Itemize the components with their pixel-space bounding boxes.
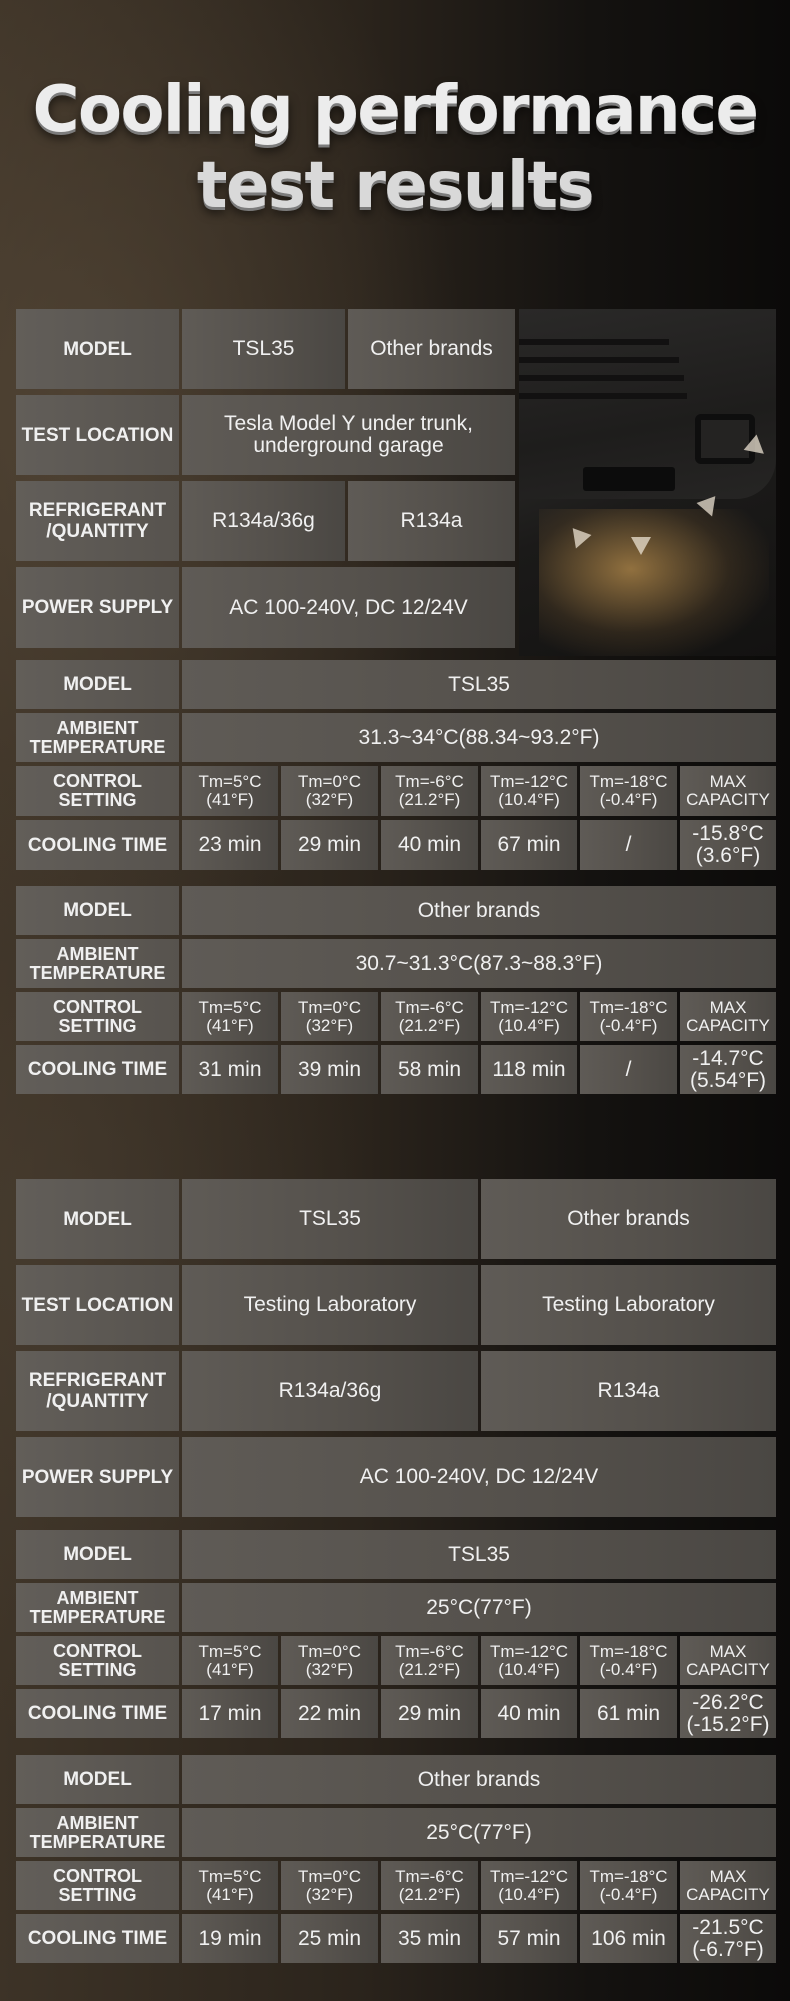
max-temp-c: -15.8°C bbox=[692, 822, 764, 845]
result-row-cooling bbox=[16, 820, 776, 870]
label-text: TEMPERATURE bbox=[29, 962, 166, 983]
setting-temp-f: (-0.4°F) bbox=[599, 1015, 658, 1035]
label-text: /QUANTITY bbox=[46, 521, 149, 542]
label-cooling-time: COOLING TIME bbox=[16, 820, 179, 870]
power-supply-value: AC 100-240V, DC 12/24V bbox=[182, 1437, 776, 1517]
cooling-time-cell: 29 min bbox=[281, 820, 378, 870]
setting-max: MAX bbox=[709, 997, 747, 1017]
setting-cell-max bbox=[680, 1636, 776, 1685]
setting-cell-max bbox=[680, 766, 776, 816]
setting-cell bbox=[281, 766, 378, 816]
spec-row-location bbox=[16, 1265, 776, 1345]
label-text: CONTROL bbox=[53, 996, 142, 1017]
setting-temp-c: Tm=5°C bbox=[198, 997, 262, 1017]
title-line-1: Cooling performance bbox=[32, 73, 758, 147]
setting-cell-max bbox=[680, 1861, 776, 1910]
test-location-other: Testing Laboratory bbox=[481, 1265, 776, 1345]
max-temp-c: -21.5°C bbox=[692, 1915, 764, 1939]
max-temp-c: -14.7°C bbox=[692, 1046, 764, 1070]
setting-temp-f: (32°F) bbox=[305, 1659, 354, 1679]
spec-row-power bbox=[16, 1437, 776, 1517]
label-text: REFRIGERANT bbox=[28, 1370, 167, 1391]
label-test-location: TEST LOCATION bbox=[16, 1265, 179, 1345]
result-row-control bbox=[16, 766, 776, 816]
setting-cell bbox=[182, 766, 278, 816]
max-temp-f: (3.6°F) bbox=[695, 844, 761, 867]
setting-temp-f: (41°F) bbox=[206, 1884, 254, 1904]
setting-cell bbox=[481, 1636, 577, 1685]
ambient-temperature-value: 25°C(77°F) bbox=[182, 1583, 776, 1632]
cooling-time-cell: 39 min bbox=[281, 1045, 378, 1094]
setting-temp-c: Tm=-18°C bbox=[589, 772, 668, 791]
label-power-supply: POWER SUPPLY bbox=[16, 567, 179, 648]
label-text: AMBIENT bbox=[56, 1587, 139, 1608]
label-text: TEMPERATURE bbox=[29, 1831, 166, 1852]
setting-temp-c: Tm=-6°C bbox=[395, 772, 464, 791]
setting-capacity: CAPACITY bbox=[686, 1015, 770, 1035]
test-location-tsl35: Testing Laboratory bbox=[182, 1265, 478, 1345]
max-temp-f: (-15.2°F) bbox=[686, 1712, 770, 1736]
label-power-supply: POWER SUPPLY bbox=[16, 1437, 179, 1517]
cooling-time-cell: 58 min bbox=[381, 1045, 478, 1094]
result-row-control bbox=[16, 1636, 776, 1685]
label-text: CONTROL bbox=[53, 1865, 142, 1886]
setting-temp-c: Tm=-12°C bbox=[489, 1866, 569, 1886]
setting-cell bbox=[481, 992, 577, 1041]
max-capacity-cell bbox=[680, 820, 776, 870]
setting-temp-f: (21.2°F) bbox=[398, 1884, 461, 1904]
label-text: REFRIGERANT bbox=[28, 500, 167, 521]
setting-temp-c: Tm=5°C bbox=[198, 1866, 262, 1886]
setting-cell bbox=[182, 1636, 278, 1685]
label-cooling-time: COOLING TIME bbox=[16, 1689, 179, 1738]
label-text: TEMPERATURE bbox=[29, 1606, 166, 1627]
label-model: MODEL bbox=[16, 309, 179, 389]
cooling-time-cell: / bbox=[580, 820, 677, 870]
result-row-ambient bbox=[16, 1808, 776, 1857]
setting-temp-c: Tm=0°C bbox=[297, 1641, 361, 1661]
setting-temp-f: (41°F) bbox=[206, 1015, 254, 1035]
label-ambient-temperature bbox=[16, 1808, 179, 1857]
setting-temp-f: (21.2°F) bbox=[398, 1659, 461, 1679]
setting-temp-f: (32°F) bbox=[305, 790, 354, 809]
max-capacity-cell bbox=[680, 1914, 776, 1963]
cooling-time-cell: 67 min bbox=[481, 820, 577, 870]
setting-temp-f: (-0.4°F) bbox=[599, 1884, 658, 1904]
max-temp-f: (5.54°F) bbox=[689, 1068, 767, 1092]
cooling-time-cell: 118 min bbox=[481, 1045, 577, 1094]
result-row-model bbox=[16, 1530, 776, 1579]
results-other-garage bbox=[16, 886, 776, 1094]
label-text: SETTING bbox=[58, 1015, 137, 1036]
setting-cell bbox=[481, 766, 577, 816]
result-model: TSL35 bbox=[182, 1530, 776, 1579]
setting-temp-c: Tm=-6°C bbox=[395, 1641, 464, 1661]
setting-cell bbox=[281, 1636, 378, 1685]
result-row-cooling bbox=[16, 1914, 776, 1963]
spec-row-model bbox=[16, 1179, 776, 1259]
setting-cell bbox=[580, 766, 677, 816]
setting-cell bbox=[580, 992, 677, 1041]
result-row-ambient bbox=[16, 713, 776, 762]
setting-temp-f: (32°F) bbox=[305, 1015, 354, 1035]
spec-table-1 bbox=[16, 309, 776, 648]
setting-temp-f: (32°F) bbox=[305, 1884, 354, 1904]
setting-max: MAX bbox=[709, 1641, 747, 1661]
cooling-time-cell: 19 min bbox=[182, 1914, 278, 1963]
setting-cell bbox=[580, 1861, 677, 1910]
model-other-brands: Other brands bbox=[348, 309, 515, 389]
setting-cell bbox=[281, 992, 378, 1041]
label-text: AMBIENT bbox=[56, 943, 139, 964]
result-row-control bbox=[16, 992, 776, 1041]
cooling-time-cell: 35 min bbox=[381, 1914, 478, 1963]
spec-row-refrigerant bbox=[16, 481, 515, 561]
label-ambient-temperature bbox=[16, 1583, 179, 1632]
label-text: TEMPERATURE bbox=[29, 736, 166, 757]
setting-capacity: CAPACITY bbox=[686, 1884, 770, 1904]
setting-cell bbox=[580, 1636, 677, 1685]
spec-row-power bbox=[16, 567, 515, 648]
setting-cell bbox=[182, 1861, 278, 1910]
model-tsl35: TSL35 bbox=[182, 1179, 478, 1259]
setting-temp-c: Tm=0°C bbox=[297, 997, 361, 1017]
setting-max: MAX bbox=[709, 1866, 747, 1886]
setting-cell bbox=[381, 1861, 478, 1910]
setting-temp-c: Tm=0°C bbox=[297, 772, 361, 791]
setting-capacity: CAPACITY bbox=[686, 790, 770, 809]
setting-temp-f: (10.4°F) bbox=[498, 790, 560, 809]
cooling-time-cell: 40 min bbox=[381, 820, 478, 870]
ambient-temperature-value: 31.3~34°C(88.34~93.2°F) bbox=[182, 713, 776, 762]
title-line-2: test results bbox=[196, 149, 594, 223]
cooling-time-cell: 25 min bbox=[281, 1914, 378, 1963]
label-text: /QUANTITY bbox=[46, 1391, 149, 1412]
spec-row-refrigerant bbox=[16, 1351, 776, 1431]
setting-temp-f: (41°F) bbox=[206, 790, 254, 809]
label-control-setting bbox=[16, 766, 179, 816]
power-supply-value: AC 100-240V, DC 12/24V bbox=[182, 567, 515, 648]
label-cooling-time: COOLING TIME bbox=[16, 1914, 179, 1963]
label-model: MODEL bbox=[16, 886, 179, 935]
label-control-setting bbox=[16, 992, 179, 1041]
setting-capacity: CAPACITY bbox=[686, 1659, 770, 1679]
results-tsl35-garage bbox=[16, 660, 776, 870]
cooling-time-cell: / bbox=[580, 1045, 677, 1094]
cooling-time-cell: 17 min bbox=[182, 1689, 278, 1738]
cooling-time-cell: 29 min bbox=[381, 1689, 478, 1738]
label-refrigerant bbox=[16, 481, 179, 561]
setting-temp-f: (10.4°F) bbox=[498, 1015, 560, 1035]
result-row-model bbox=[16, 1755, 776, 1804]
label-text: SETTING bbox=[58, 790, 137, 810]
max-temp-c: -26.2°C bbox=[692, 1690, 764, 1714]
spec-row-model bbox=[16, 309, 515, 389]
setting-temp-c: Tm=-6°C bbox=[395, 997, 464, 1017]
result-row-control bbox=[16, 1861, 776, 1910]
model-other-brands: Other brands bbox=[481, 1179, 776, 1259]
label-cooling-time: COOLING TIME bbox=[16, 1045, 179, 1094]
result-row-ambient bbox=[16, 1583, 776, 1632]
setting-cell-max bbox=[680, 992, 776, 1041]
setting-temp-c: Tm=0°C bbox=[297, 1866, 361, 1886]
label-model: MODEL bbox=[16, 1530, 179, 1579]
setting-temp-f: (-0.4°F) bbox=[599, 1659, 658, 1679]
max-capacity-cell bbox=[680, 1045, 776, 1094]
result-model: TSL35 bbox=[182, 660, 776, 709]
refrigerant-tsl35: R134a/36g bbox=[182, 481, 345, 561]
refrigerant-tsl35: R134a/36g bbox=[182, 1351, 478, 1431]
label-control-setting bbox=[16, 1636, 179, 1685]
label-model: MODEL bbox=[16, 1179, 179, 1259]
result-row-model bbox=[16, 660, 776, 709]
result-row-cooling bbox=[16, 1045, 776, 1094]
spec-row-location bbox=[16, 395, 515, 475]
test-location-value: Tesla Model Y under trunk, underground garage bbox=[182, 395, 515, 475]
setting-temp-c: Tm=-6°C bbox=[395, 1866, 464, 1886]
setting-temp-f: (10.4°F) bbox=[498, 1659, 560, 1679]
setting-temp-c: Tm=-18°C bbox=[589, 1866, 668, 1886]
results-tsl35-lab bbox=[16, 1530, 776, 1738]
result-model: Other brands bbox=[182, 886, 776, 935]
cooling-time-cell: 23 min bbox=[182, 820, 278, 870]
label-text: AMBIENT bbox=[56, 717, 139, 738]
result-model: Other brands bbox=[182, 1755, 776, 1804]
setting-temp-c: Tm=-18°C bbox=[589, 1641, 668, 1661]
results-other-lab bbox=[16, 1755, 776, 1963]
label-model: MODEL bbox=[16, 1755, 179, 1804]
setting-cell bbox=[381, 1636, 478, 1685]
setting-cell bbox=[182, 992, 278, 1041]
max-capacity-cell bbox=[680, 1689, 776, 1738]
page-title bbox=[0, 72, 790, 224]
ambient-temperature-value: 30.7~31.3°C(87.3~88.3°F) bbox=[182, 939, 776, 988]
setting-temp-c: Tm=-12°C bbox=[489, 1641, 569, 1661]
setting-temp-c: Tm=5°C bbox=[198, 772, 262, 791]
setting-temp-f: (21.2°F) bbox=[398, 1015, 461, 1035]
setting-cell bbox=[481, 1861, 577, 1910]
setting-cell bbox=[281, 1861, 378, 1910]
cooling-time-cell: 57 min bbox=[481, 1914, 577, 1963]
setting-cell bbox=[381, 766, 478, 816]
label-text: SETTING bbox=[58, 1659, 137, 1680]
max-temp-f: (-6.7°F) bbox=[692, 1937, 764, 1961]
refrigerant-other: R134a bbox=[481, 1351, 776, 1431]
label-ambient-temperature bbox=[16, 939, 179, 988]
setting-temp-c: Tm=-18°C bbox=[589, 997, 668, 1017]
result-row-ambient bbox=[16, 939, 776, 988]
refrigerant-other: R134a bbox=[348, 481, 515, 561]
ambient-temperature-value: 25°C(77°F) bbox=[182, 1808, 776, 1857]
setting-temp-f: (21.2°F) bbox=[398, 790, 461, 809]
cooling-time-cell: 40 min bbox=[481, 1689, 577, 1738]
setting-temp-c: Tm=-12°C bbox=[489, 997, 569, 1017]
setting-temp-f: (41°F) bbox=[206, 1659, 254, 1679]
cooling-time-cell: 22 min bbox=[281, 1689, 378, 1738]
result-row-cooling bbox=[16, 1689, 776, 1738]
model-tsl35: TSL35 bbox=[182, 309, 345, 389]
result-row-model bbox=[16, 886, 776, 935]
label-test-location: TEST LOCATION bbox=[16, 395, 179, 475]
label-text: CONTROL bbox=[53, 771, 142, 791]
label-text: SETTING bbox=[58, 1884, 137, 1905]
setting-max: MAX bbox=[709, 772, 747, 791]
label-model: MODEL bbox=[16, 660, 179, 709]
spec-table-2 bbox=[16, 1179, 776, 1517]
label-refrigerant bbox=[16, 1351, 179, 1431]
setting-temp-c: Tm=-12°C bbox=[489, 772, 569, 791]
setting-temp-f: (10.4°F) bbox=[498, 1884, 560, 1904]
setting-temp-f: (-0.4°F) bbox=[599, 790, 658, 809]
cooling-time-cell: 31 min bbox=[182, 1045, 278, 1094]
label-ambient-temperature bbox=[16, 713, 179, 762]
label-control-setting bbox=[16, 1861, 179, 1910]
label-text: CONTROL bbox=[53, 1640, 142, 1661]
setting-cell bbox=[381, 992, 478, 1041]
label-text: AMBIENT bbox=[56, 1812, 139, 1833]
setting-temp-c: Tm=5°C bbox=[198, 1641, 262, 1661]
cooling-time-cell: 106 min bbox=[580, 1914, 677, 1963]
cooling-time-cell: 61 min bbox=[580, 1689, 677, 1738]
